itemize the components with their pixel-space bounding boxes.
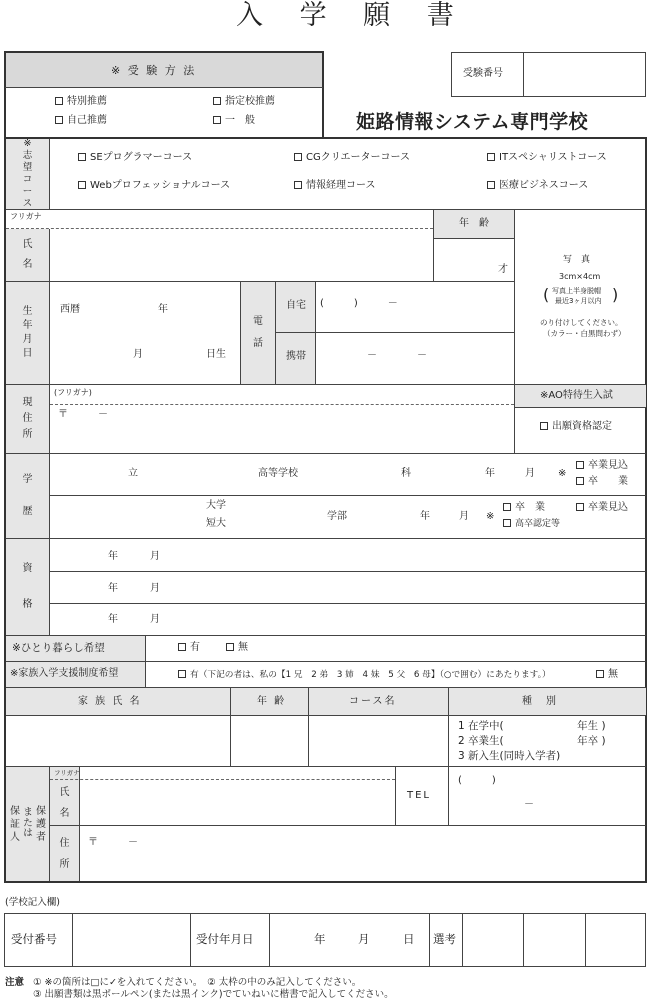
- ao-header: ※AO特待生入試: [540, 390, 613, 401]
- edu-month: 月: [525, 468, 535, 479]
- school-use-heading: (学校記入欄): [5, 897, 60, 908]
- guardian-tel-format: ( ): [458, 775, 496, 786]
- course-option[interactable]: SEプログラマーコース: [78, 153, 192, 163]
- notes-line: ① ※の箇所は□に✓を入れてください。 ② 太枠の中のみ記入してください。: [33, 977, 362, 988]
- edu-mark: ※: [486, 511, 495, 522]
- edu-option[interactable]: 卒 業: [503, 503, 545, 513]
- exam-method-option[interactable]: 自己推薦: [55, 116, 107, 126]
- qualifications-label: 資 格: [22, 563, 33, 610]
- school-logo: 姫路情報システム専門学校: [356, 111, 589, 133]
- guardian-name-label: 氏 名: [59, 786, 70, 819]
- edu-mark: ※: [558, 468, 567, 479]
- qual-month: 月: [150, 551, 160, 562]
- ao-option[interactable]: 出願資格認定: [540, 422, 612, 432]
- reception-no-label: 受付番号: [11, 932, 57, 946]
- address-postal: 〒 －: [58, 409, 108, 420]
- photo-paren-left: (: [543, 285, 550, 304]
- photo-note: のり付けしてください。: [540, 318, 623, 327]
- edu-option[interactable]: 卒業見込: [576, 461, 628, 471]
- notes-line: ③ 出願書類は黒ボールペン(または黒インク)でていねいに楷書で記入してください。: [33, 989, 394, 1000]
- birth-day-unit: 日生: [206, 349, 226, 360]
- birth-day-field[interactable]: [150, 341, 202, 365]
- reception-date-year: 年: [314, 932, 326, 946]
- family-course-field[interactable]: [311, 718, 445, 763]
- form-title: 入 学 願 書: [236, 0, 468, 31]
- reception-date-label: 受付年月日: [196, 932, 254, 946]
- family-support-label: ※家族入学支援制度希望: [10, 668, 119, 679]
- family-col-course: コース名: [349, 696, 397, 707]
- name-furigana-label: フリガナ: [10, 212, 42, 221]
- phone-mobile-label: 携帯: [286, 351, 306, 362]
- edu-option[interactable]: 高卒認定等: [503, 519, 560, 529]
- phone-home-field[interactable]: [318, 285, 512, 329]
- age-label: 年 齢: [459, 218, 489, 229]
- edu-university-field[interactable]: [52, 498, 495, 536]
- edu-school: 高等学校: [258, 468, 298, 479]
- living-alone-label: ※ひとり暮らし希望: [12, 642, 105, 654]
- education-label: 学 歴: [22, 474, 33, 517]
- qual-year: 年: [108, 583, 118, 594]
- edu-month: 月: [459, 511, 469, 522]
- address-label: 現 住 所: [22, 397, 33, 440]
- family-name-field[interactable]: [9, 718, 227, 763]
- guardian-name-field[interactable]: [82, 782, 392, 822]
- living-alone-no[interactable]: 無: [226, 643, 248, 653]
- guardian-tel-format: －: [524, 799, 534, 810]
- course-option[interactable]: ITスペシャリストコース: [487, 153, 607, 163]
- edu-year: 年: [420, 511, 430, 522]
- exam-number-label: 受験番号: [463, 68, 503, 79]
- family-age-field[interactable]: [233, 718, 305, 763]
- reception-date-day: 日: [403, 932, 415, 946]
- birth-month-unit: 月: [133, 349, 143, 360]
- qual-year: 年: [108, 614, 118, 625]
- exam-method-frame: [4, 51, 324, 138]
- edu-option[interactable]: 卒業見込: [576, 503, 628, 513]
- edu-highschool-field[interactable]: [52, 458, 552, 492]
- guardian-sublabel: 保 護 者: [36, 805, 46, 843]
- name-field[interactable]: [52, 231, 430, 279]
- birth-year-field[interactable]: [85, 296, 150, 320]
- guardian-address-field[interactable]: [82, 829, 642, 878]
- family-col-type: 種 別: [522, 696, 558, 707]
- edu-tandai: 短大: [206, 518, 226, 529]
- birth-year-unit: 年: [158, 304, 168, 315]
- qualification-field[interactable]: [172, 574, 642, 600]
- edu-gakubu: 学部: [327, 511, 347, 522]
- exam-method-option[interactable]: 指定校推薦: [213, 97, 275, 107]
- photo-note: 最近3ヶ月以内: [555, 297, 602, 305]
- guardian-tel-label: TEL: [407, 790, 431, 801]
- photo-note: 写真上半身脱帽: [552, 287, 601, 295]
- phone-home-format: ( ) －: [320, 298, 398, 309]
- guardian-postal: 〒 －: [88, 837, 138, 848]
- address-field[interactable]: [52, 406, 512, 451]
- qualification-field[interactable]: [172, 606, 642, 632]
- guardian-tel-field[interactable]: [451, 770, 643, 822]
- exam-method-header: ※ 受 験 方 法: [111, 64, 197, 77]
- qual-month: 月: [150, 614, 160, 625]
- phone-mobile-format: － －: [367, 350, 427, 361]
- exam-method-option[interactable]: 特別推薦: [55, 97, 107, 107]
- photo-note: （カラー・白黒問わず）: [543, 329, 626, 338]
- family-type-option: 1 在学中( 年生 ): [458, 720, 606, 732]
- guardian-label: 保 証 人: [10, 805, 20, 843]
- guardian-sublabel: ま た は: [23, 807, 33, 840]
- phone-mobile-field[interactable]: [318, 336, 512, 381]
- address-furigana-label: (フリガナ): [54, 388, 92, 397]
- age-unit: 才: [498, 264, 508, 275]
- exam-number-field[interactable]: [525, 54, 644, 95]
- photo-title: 写 真: [563, 255, 591, 265]
- qual-month: 月: [150, 583, 160, 594]
- name-label: 氏 名: [22, 239, 33, 270]
- notes-label: 注意: [5, 977, 25, 988]
- photo-size: 3cm×4cm: [559, 272, 601, 281]
- family-support-yes[interactable]: 有（下記の者は、私の【1 兄 2 弟 3 姉 4 妹 5 父 6 母】（○で囲む）にあたります。）: [178, 670, 551, 680]
- photo-paren-right: ): [612, 285, 619, 304]
- edu-daigaku: 大学: [206, 500, 226, 511]
- course-option[interactable]: 医療ビジネスコース: [487, 181, 588, 191]
- guardian-address-label: 住 所: [59, 837, 70, 870]
- course-label: ※ 志 望 コ ー ス: [22, 138, 33, 209]
- birth-era: 西暦: [60, 304, 80, 315]
- edu-option[interactable]: 卒 業: [576, 477, 628, 487]
- family-col-age: 年 齢: [257, 696, 287, 707]
- age-field[interactable]: [436, 240, 494, 278]
- edu-ritsu: 立: [128, 468, 138, 479]
- selection-label: 選考: [433, 932, 456, 946]
- edu-ka: 科: [401, 468, 411, 479]
- family-col-name: 家 族 氏 名: [78, 696, 142, 707]
- birth-month-field[interactable]: [95, 341, 130, 365]
- course-option[interactable]: Webプロフェッショナルコース: [78, 181, 230, 191]
- exam-method-option[interactable]: 一 般: [213, 116, 255, 126]
- family-support-no[interactable]: 無: [596, 670, 618, 680]
- guardian-furigana-label: フリガナ: [54, 769, 80, 777]
- qualification-field[interactable]: [172, 542, 642, 568]
- edu-year: 年: [485, 468, 495, 479]
- phone-home-label: 自宅: [286, 300, 306, 311]
- family-type-option: 3 新入生(同時入学者): [458, 750, 561, 762]
- phone-label: 電 話: [253, 316, 263, 349]
- qual-year: 年: [108, 551, 118, 562]
- reception-date-month: 月: [358, 932, 370, 946]
- birth-label: 生 年 月 日: [22, 306, 33, 359]
- course-option[interactable]: 情報経理コース: [294, 181, 376, 191]
- course-option[interactable]: CGクリエーターコース: [294, 153, 410, 163]
- living-alone-yes[interactable]: 有: [178, 643, 200, 653]
- family-type-option: 2 卒業生( 年卒 ): [458, 735, 606, 747]
